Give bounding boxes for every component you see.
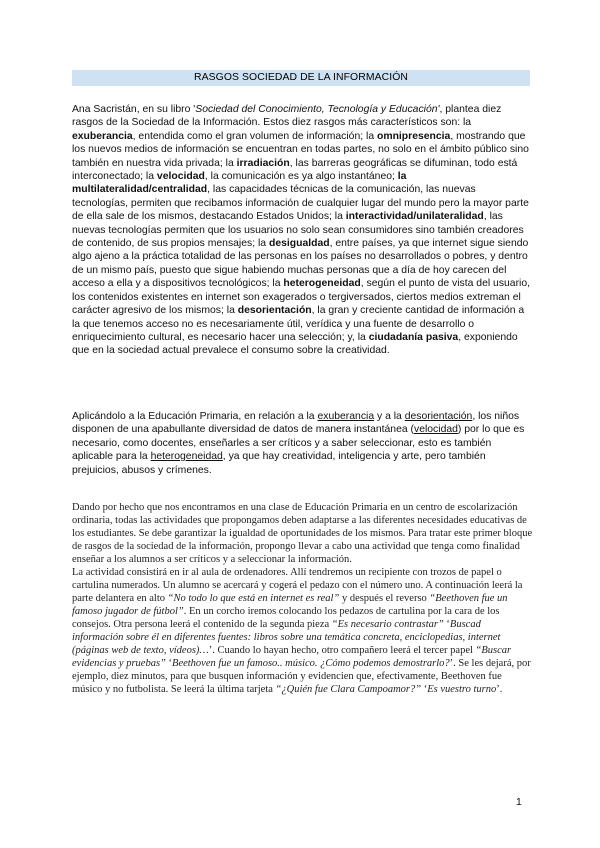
text-run: ‘ <box>443 619 450 630</box>
quote: “Buscar evidencias y pruebas” <box>72 645 512 669</box>
quote: “Beethoven fue un famoso jugador de fútbol” <box>72 593 508 617</box>
text-run: Ana Sacristán, en su libro ' <box>72 104 196 115</box>
underlined-term: velocidad <box>414 424 458 436</box>
quote: Buscad información sobre él en diferentes fuentes: libros sobre una temática concreta, enciclopedias, internet (páginas web de texto, vídeos)… <box>72 619 501 656</box>
text-run: , la comunicación es ya algo instantáneo; <box>204 171 398 183</box>
underlined-term: heterogeneidad <box>150 451 223 463</box>
text-run: , según el punto de vista del usuario, los contenidos existentes en internet son exagerados o tergiversados, ciertos medios extreman el carácter agresivo de los mismos; la <box>72 278 531 317</box>
text-run: Aplicándolo a la Educación Primaria, en relación a la <box>72 411 318 422</box>
quote: “No todo lo que está en internet es real” <box>167 593 340 604</box>
text-run: ‘ <box>165 658 173 669</box>
term-desigualdad: desigualdad <box>268 238 330 250</box>
term-desorientacion: desorientación <box>237 305 312 317</box>
quote: Es vuestro turno <box>427 684 497 695</box>
quote: “¿Quién fue Clara Campoamor?” <box>275 684 422 695</box>
text-run: . En un corcho iremos colocando los pedazos de cartulina por la cara de los consejos. Otra persona leerá el contenido de la segunda pieza <box>72 606 500 630</box>
quote: “Es necesario contrastar” <box>331 619 444 630</box>
text-run: ‘ <box>421 684 428 695</box>
text-run: , entre países, ya que internet sigue siendo algo ajeno a la práctica totalidad de las personas en los países no desarrollados o pobres, y dentro de un mismo país, puesto que sigue habiendo muchas personas que a día de hoy carecen del acceso a ella y a dispositivos tecnológicos; la <box>72 238 529 290</box>
text-run: La actividad consistirá en ir al aula de ordenadores. Allí tendremos un recipiente con trozos de papel o cartulina numerados. Un alumno se acercará y cogerá el pedazo con el número uno. A continuación leerá la parte delantera en alto <box>72 567 523 604</box>
term-interactividad: interactividad/unilateralidad <box>345 211 484 223</box>
term-velocidad: velocidad <box>156 171 205 183</box>
paragraph-actividad <box>72 501 534 696</box>
quote: Beethoven fue un famoso.. músico. ¿Cómo podemos demostrarlo? <box>172 658 450 669</box>
term-heterogeneidad: heterogeneidad <box>283 278 361 290</box>
text-run: , plantea diez rasgos de la Sociedad de la Información. Estos diez rasgos más característicos son: la <box>72 104 502 129</box>
actividad-intro: Dando por hecho que nos encontramos en una clase de Educación Primaria en un centro de escolarización ordinaria, todas las actividades que propongamos deben adaptarse a las diferentes necesidades educativas de los estudiantes. Se debe garantizar la igualdad de oportunidades de los mismos. Para tratar este primer bloque de rasgos de la sociedad de la información, propongo llevar a cabo una actividad que tenga como finalidad enseñar a los alumnos a ser críticos y a seleccionar la información. <box>72 502 533 565</box>
text-run: , entendida como el gran volumen de información; la <box>132 130 377 142</box>
text-run: , las capacidades técnicas de la comunicación, las nuevas tecnologías, permiten que recibamos información de cualquier lugar del mundo pero la mayor parte de ella sale de los mismos, destacando Estados Unidos; la <box>72 184 529 223</box>
text-run: , las barreras geográficas se difuminan, todo está interconectado; la <box>72 157 518 183</box>
actividad-descripcion <box>72 566 534 696</box>
text-run: , los niños disponen de una apabullante diversidad de datos de manera instantánea ( <box>72 411 520 436</box>
term-ciudadania-pasiva: ciudadanía pasiva <box>368 331 459 343</box>
term-irradiacion: irradiación <box>236 157 290 169</box>
text-run: ) por lo que es necesario, como docentes, enseñarles a ser críticos y a saber seleccionar, esto es también aplicable para la <box>72 424 525 463</box>
text-run: , ya que hay creatividad, inteligencia y arte, pero también prejuicios, abusos y crímenes. <box>72 451 486 476</box>
page-number: 1 <box>516 797 522 808</box>
underlined-term: exuberancia <box>317 411 375 422</box>
paragraph-rasgos <box>72 103 532 358</box>
document-title: RASGOS SOCIEDAD DE LA INFORMACIÓN <box>72 70 530 86</box>
text-run: , las nuevas tecnologías permiten que los usuarios no solo sean consumidores sino también creadores de contenido, de sus propios mensajes; la <box>72 211 524 250</box>
text-run: , la gran y creciente cantidad de información a la que tenemos acceso no es necesariamente útil, verídica y una fuente de desarrollo o enriquecimiento cultural, es necesario hacer una selección; y, la <box>72 305 525 343</box>
text-run: ’. <box>496 684 503 695</box>
book-title: Sociedad del Conocimiento, Tecnología y Educación' <box>195 104 440 115</box>
term-exuberancia: exuberancia <box>72 130 133 142</box>
text-run: , mostrando que los nuevos medios de información se encuentran en todas partes, no solo en el ámbito público sino también en nuestra vida privada; la <box>72 130 529 169</box>
text-run: , exponiendo que en la sociedad actual prevalece el consumo sobre la creatividad. <box>72 331 518 357</box>
paragraph-aplicacion <box>72 410 532 477</box>
text-run: y a la <box>374 411 405 422</box>
text-run: ’. Se les dejará, por ejemplo, diez minutos, para que busquen información y evidencien que, efectivamente, Beethoven fue músico y no futbolista. Se leerá la última tarjeta <box>72 658 531 695</box>
text-run: y después el reverso <box>339 593 430 604</box>
term-omnipresencia: omnipresencia <box>376 130 451 142</box>
underlined-term: desorientación <box>404 411 473 422</box>
term-multilateralidad: la multilateralidad/centralidad <box>72 171 407 196</box>
text-run: ’. Cuando lo hayan hecho, otro compañero leerá el tercer papel <box>208 645 476 656</box>
